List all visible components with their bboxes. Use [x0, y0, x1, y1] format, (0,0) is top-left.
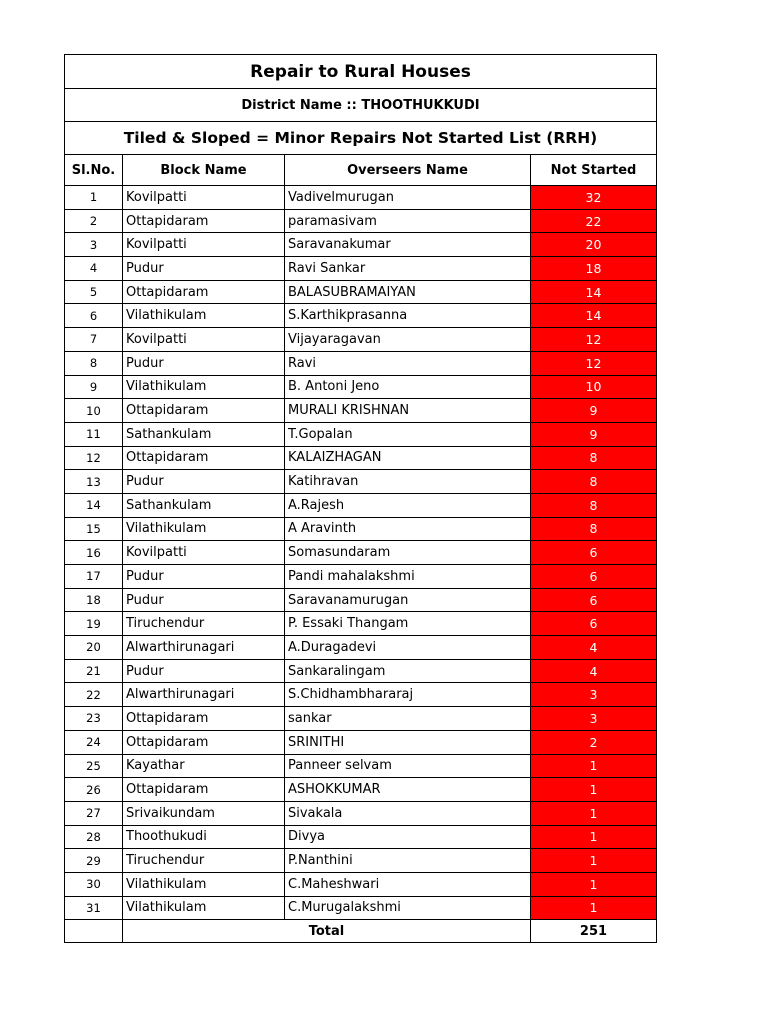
- row-overseer-name: paramasivam: [285, 209, 531, 233]
- row-overseer-name: Divya: [285, 825, 531, 849]
- row-block-name: Ottapidaram: [123, 730, 285, 754]
- report-subtitle: Tiled & Sloped = Minor Repairs Not Started List (RRH): [65, 122, 657, 155]
- table-row: [65, 659, 657, 683]
- table-row: [65, 754, 657, 778]
- row-overseer-name: Vadivelmurugan: [285, 186, 531, 210]
- table-row: [65, 209, 657, 233]
- row-block-name: Srivaikundam: [123, 801, 285, 825]
- row-overseer-name: SRINITHI: [285, 730, 531, 754]
- table-row: [65, 257, 657, 281]
- title-row: [65, 55, 657, 89]
- row-overseer-name: P. Essaki Thangam: [285, 612, 531, 636]
- row-sl-no: 26: [65, 778, 123, 802]
- row-block-name: Ottapidaram: [123, 280, 285, 304]
- row-overseer-name: T.Gopalan: [285, 422, 531, 446]
- row-overseer-name: A.Rajesh: [285, 493, 531, 517]
- header-not-started: Not Started: [531, 155, 657, 186]
- table-row: [65, 565, 657, 589]
- row-sl-no: 1: [65, 186, 123, 210]
- table-row: [65, 493, 657, 517]
- table-row: [65, 446, 657, 470]
- table-row: [65, 304, 657, 328]
- row-not-started: 10: [531, 375, 657, 399]
- row-sl-no: 19: [65, 612, 123, 636]
- table-row: [65, 896, 657, 920]
- table-row: [65, 849, 657, 873]
- row-sl-no: 29: [65, 849, 123, 873]
- row-not-started: 9: [531, 399, 657, 423]
- table-row: [65, 233, 657, 257]
- row-not-started: 1: [531, 896, 657, 920]
- row-block-name: Thoothukudi: [123, 825, 285, 849]
- row-not-started: 8: [531, 446, 657, 470]
- row-block-name: Pudur: [123, 565, 285, 589]
- row-overseer-name: Katihravan: [285, 470, 531, 494]
- row-sl-no: 31: [65, 896, 123, 920]
- table-row: [65, 801, 657, 825]
- row-overseer-name: S.Chidhambhararaj: [285, 683, 531, 707]
- row-sl-no: 21: [65, 659, 123, 683]
- table-row: [65, 351, 657, 375]
- row-overseer-name: Saravanakumar: [285, 233, 531, 257]
- row-not-started: 14: [531, 280, 657, 304]
- row-overseer-name: KALAIZHAGAN: [285, 446, 531, 470]
- row-block-name: Kayathar: [123, 754, 285, 778]
- table-row: [65, 541, 657, 565]
- table-row: [65, 872, 657, 896]
- row-block-name: Pudur: [123, 659, 285, 683]
- row-sl-no: 22: [65, 683, 123, 707]
- row-sl-no: 5: [65, 280, 123, 304]
- row-block-name: Alwarthirunagari: [123, 683, 285, 707]
- row-sl-no: 14: [65, 493, 123, 517]
- row-block-name: Sathankulam: [123, 422, 285, 446]
- row-not-started: 1: [531, 778, 657, 802]
- table-row: [65, 399, 657, 423]
- row-sl-no: 18: [65, 588, 123, 612]
- total-row: [65, 920, 657, 943]
- row-not-started: 4: [531, 636, 657, 660]
- total-blank: [65, 920, 123, 943]
- row-overseer-name: BALASUBRAMAIYAN: [285, 280, 531, 304]
- row-sl-no: 17: [65, 565, 123, 589]
- table-row: [65, 707, 657, 731]
- row-not-started: 6: [531, 588, 657, 612]
- district-row: [65, 89, 657, 122]
- table-row: [65, 636, 657, 660]
- row-not-started: 9: [531, 422, 657, 446]
- row-not-started: 1: [531, 872, 657, 896]
- row-sl-no: 28: [65, 825, 123, 849]
- row-not-started: 12: [531, 351, 657, 375]
- row-overseer-name: Sankaralingam: [285, 659, 531, 683]
- row-sl-no: 11: [65, 422, 123, 446]
- row-overseer-name: C.Maheshwari: [285, 872, 531, 896]
- row-block-name: Pudur: [123, 351, 285, 375]
- row-overseer-name: A.Duragadevi: [285, 636, 531, 660]
- row-overseer-name: Ravi: [285, 351, 531, 375]
- row-block-name: Vilathikulam: [123, 872, 285, 896]
- row-block-name: Ottapidaram: [123, 446, 285, 470]
- row-block-name: Pudur: [123, 470, 285, 494]
- table-row: [65, 730, 657, 754]
- row-block-name: Sathankulam: [123, 493, 285, 517]
- table-row: [65, 517, 657, 541]
- row-overseer-name: C.Murugalakshmi: [285, 896, 531, 920]
- header-row: [65, 155, 657, 186]
- row-sl-no: 24: [65, 730, 123, 754]
- district-name: District Name :: THOOTHUKKUDI: [65, 89, 657, 122]
- row-sl-no: 30: [65, 872, 123, 896]
- row-not-started: 18: [531, 257, 657, 281]
- row-sl-no: 2: [65, 209, 123, 233]
- row-overseer-name: Sivakala: [285, 801, 531, 825]
- row-not-started: 6: [531, 565, 657, 589]
- table-row: [65, 375, 657, 399]
- row-sl-no: 12: [65, 446, 123, 470]
- header-sl-no: Sl.No.: [65, 155, 123, 186]
- row-block-name: Vilathikulam: [123, 517, 285, 541]
- table-row: [65, 470, 657, 494]
- table-row: [65, 186, 657, 210]
- row-block-name: Kovilpatti: [123, 233, 285, 257]
- row-overseer-name: Panneer selvam: [285, 754, 531, 778]
- row-sl-no: 6: [65, 304, 123, 328]
- row-sl-no: 25: [65, 754, 123, 778]
- row-block-name: Ottapidaram: [123, 399, 285, 423]
- row-sl-no: 3: [65, 233, 123, 257]
- row-not-started: 12: [531, 328, 657, 352]
- table-row: [65, 588, 657, 612]
- row-block-name: Vilathikulam: [123, 896, 285, 920]
- total-value: 251: [531, 920, 657, 943]
- row-not-started: 1: [531, 754, 657, 778]
- row-not-started: 2: [531, 730, 657, 754]
- row-block-name: Kovilpatti: [123, 186, 285, 210]
- row-not-started: 4: [531, 659, 657, 683]
- table-row: [65, 280, 657, 304]
- row-not-started: 3: [531, 707, 657, 731]
- row-not-started: 8: [531, 517, 657, 541]
- row-overseer-name: A Aravinth: [285, 517, 531, 541]
- table-row: [65, 683, 657, 707]
- row-not-started: 20: [531, 233, 657, 257]
- row-sl-no: 9: [65, 375, 123, 399]
- row-block-name: Ottapidaram: [123, 707, 285, 731]
- header-overseers-name: Overseers Name: [285, 155, 531, 186]
- row-block-name: Kovilpatti: [123, 541, 285, 565]
- data-rows: [65, 186, 657, 920]
- row-block-name: Pudur: [123, 257, 285, 281]
- row-block-name: Tiruchendur: [123, 612, 285, 636]
- row-sl-no: 7: [65, 328, 123, 352]
- row-overseer-name: Ravi Sankar: [285, 257, 531, 281]
- row-not-started: 1: [531, 801, 657, 825]
- row-not-started: 6: [531, 541, 657, 565]
- row-sl-no: 10: [65, 399, 123, 423]
- row-not-started: 1: [531, 825, 657, 849]
- subtitle-row: [65, 122, 657, 155]
- row-overseer-name: MURALI KRISHNAN: [285, 399, 531, 423]
- row-overseer-name: Saravanamurugan: [285, 588, 531, 612]
- row-sl-no: 20: [65, 636, 123, 660]
- row-block-name: Pudur: [123, 588, 285, 612]
- table-row: [65, 825, 657, 849]
- row-not-started: 3: [531, 683, 657, 707]
- row-not-started: 6: [531, 612, 657, 636]
- row-overseer-name: B. Antoni Jeno: [285, 375, 531, 399]
- row-not-started: 32: [531, 186, 657, 210]
- row-overseer-name: S.Karthikprasanna: [285, 304, 531, 328]
- row-sl-no: 23: [65, 707, 123, 731]
- row-block-name: Vilathikulam: [123, 375, 285, 399]
- row-not-started: 8: [531, 493, 657, 517]
- report-sheet: [64, 54, 656, 943]
- row-overseer-name: Somasundaram: [285, 541, 531, 565]
- row-block-name: Kovilpatti: [123, 328, 285, 352]
- table-row: [65, 778, 657, 802]
- row-sl-no: 16: [65, 541, 123, 565]
- row-not-started: 22: [531, 209, 657, 233]
- row-block-name: Ottapidaram: [123, 778, 285, 802]
- row-overseer-name: ASHOKKUMAR: [285, 778, 531, 802]
- table-row: [65, 422, 657, 446]
- row-overseer-name: sankar: [285, 707, 531, 731]
- row-sl-no: 4: [65, 257, 123, 281]
- row-not-started: 8: [531, 470, 657, 494]
- row-sl-no: 13: [65, 470, 123, 494]
- row-block-name: Vilathikulam: [123, 304, 285, 328]
- row-sl-no: 27: [65, 801, 123, 825]
- row-sl-no: 15: [65, 517, 123, 541]
- row-overseer-name: P.Nanthini: [285, 849, 531, 873]
- row-overseer-name: Pandi mahalakshmi: [285, 565, 531, 589]
- table-row: [65, 328, 657, 352]
- row-block-name: Tiruchendur: [123, 849, 285, 873]
- report-title: Repair to Rural Houses: [65, 55, 657, 89]
- row-overseer-name: Vijayaragavan: [285, 328, 531, 352]
- row-block-name: Alwarthirunagari: [123, 636, 285, 660]
- row-not-started: 1: [531, 849, 657, 873]
- report-table: [64, 54, 657, 943]
- total-label: Total: [123, 920, 531, 943]
- header-block-name: Block Name: [123, 155, 285, 186]
- row-sl-no: 8: [65, 351, 123, 375]
- row-block-name: Ottapidaram: [123, 209, 285, 233]
- table-row: [65, 612, 657, 636]
- row-not-started: 14: [531, 304, 657, 328]
